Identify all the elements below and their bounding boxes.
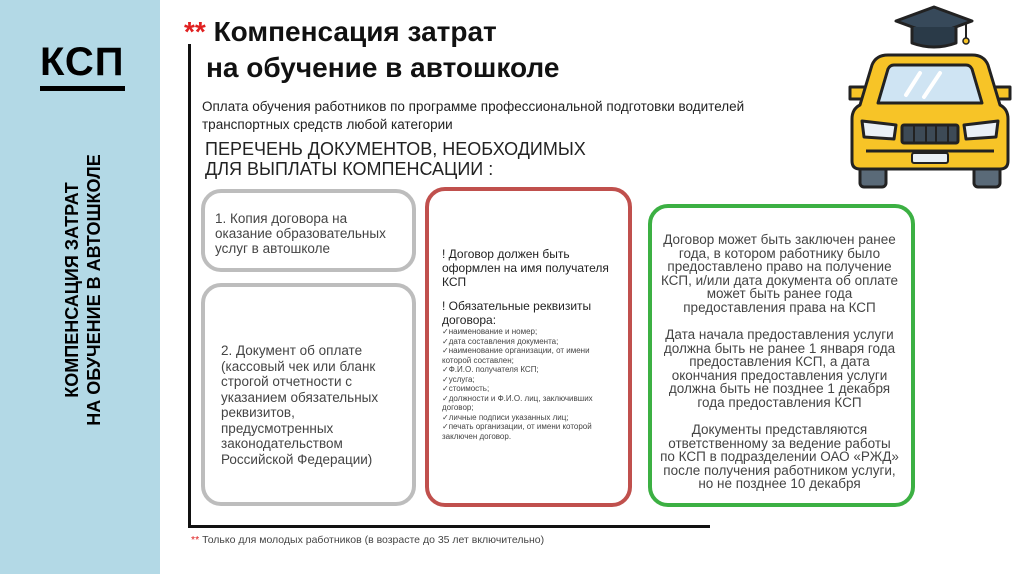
title-line1: Компенсация затрат bbox=[205, 16, 497, 47]
requisites-title: ! Обязательные реквизиты договора: bbox=[442, 299, 592, 327]
note-paragraph-1: Договор может быть заключен ранее года, в котором работнику было предоставлено право на получение КСП, и/или дата документа об оплате может быть ранее года предоставления права на КСП bbox=[660, 232, 899, 315]
requisite-item: ✓ печать организации, от имени которой заключен договор. bbox=[442, 422, 618, 441]
document-item-1: 1. Копия договора на оказание образовательных услуг в автошколе bbox=[201, 189, 416, 272]
requisite-item: ✓ Ф.И.О. получателя КСП; bbox=[442, 365, 618, 375]
requisite-item: ✓ услуга; bbox=[442, 375, 618, 385]
ksp-logo: КСП bbox=[40, 40, 125, 91]
requisite-item: ✓ должности и Ф.И.О. лиц, заключивших договор; bbox=[442, 394, 618, 413]
requisite-item: ✓ дата составления документа; bbox=[442, 337, 618, 347]
page-title bbox=[184, 14, 559, 86]
title-line2: на обучение в автошколе bbox=[206, 52, 560, 83]
footnote-text: Только для молодых работников (в возрасте до 35 лет включительно) bbox=[199, 534, 545, 546]
sidebar bbox=[0, 0, 160, 574]
vertical-title-line2: НА ОБУЧЕНИЕ В АВТОШКОЛЕ bbox=[84, 154, 104, 426]
note-paragraph-2: Дата начала предоставления услуги должна быть не ранее 1 января года предоставления КСП, а дата окончания предоставления услуги должна быть не позднее 1 декабря года предоставления КСП bbox=[663, 327, 896, 410]
documents-heading-line2: ДЛЯ ВЫПЛАТЫ КОМПЕНСАЦИИ : bbox=[205, 159, 494, 179]
frame-vertical-line bbox=[188, 44, 191, 528]
frame-horizontal-line bbox=[188, 525, 710, 528]
documents-heading-line1: ПЕРЕЧЕНЬ ДОКУМЕНТОВ, НЕОБХОДИМЫХ bbox=[205, 139, 586, 159]
requisite-item: ✓ стоимость; bbox=[442, 384, 618, 394]
notes-box bbox=[648, 204, 915, 507]
documents-heading bbox=[205, 139, 586, 179]
contract-warning: ! Договор должен быть оформлен на имя получателя КСП bbox=[442, 247, 609, 289]
vertical-title-line1: КОМПЕНСАЦИЯ ЗАТРАТ bbox=[62, 182, 82, 398]
subtitle: Оплата обучения работников по программе профессиональной подготовки водителей транспортных средств любой категории bbox=[202, 99, 745, 132]
requisite-item: ✓ наименование организации, от имени которой составлен; bbox=[442, 346, 618, 365]
document-item-2: 2. Документ об оплате (кассовый чек или бланк строгой отчетности с указанием обязательных реквизитов, предусмотренных законодательством Российской Федерации) bbox=[201, 283, 416, 506]
note-paragraph-3: Документы представляются ответственному за ведение работы по КСП в подразделении ОАО «РЖД» после получения работником услуги, но не позднее 10 декабря bbox=[660, 422, 899, 491]
car-graduation-cap-icon bbox=[836, 5, 1024, 191]
footnote bbox=[191, 534, 544, 546]
footnote-asterisks: ** bbox=[191, 534, 200, 546]
requisites-list bbox=[442, 327, 618, 441]
requisite-item: ✓ личные подписи указанных лиц; bbox=[442, 413, 618, 423]
title-asterisks: ** bbox=[184, 16, 206, 47]
vertical-title bbox=[61, 125, 105, 455]
contract-requirements-box bbox=[425, 187, 632, 507]
requisite-item: ✓ наименование и номер; bbox=[442, 327, 618, 337]
